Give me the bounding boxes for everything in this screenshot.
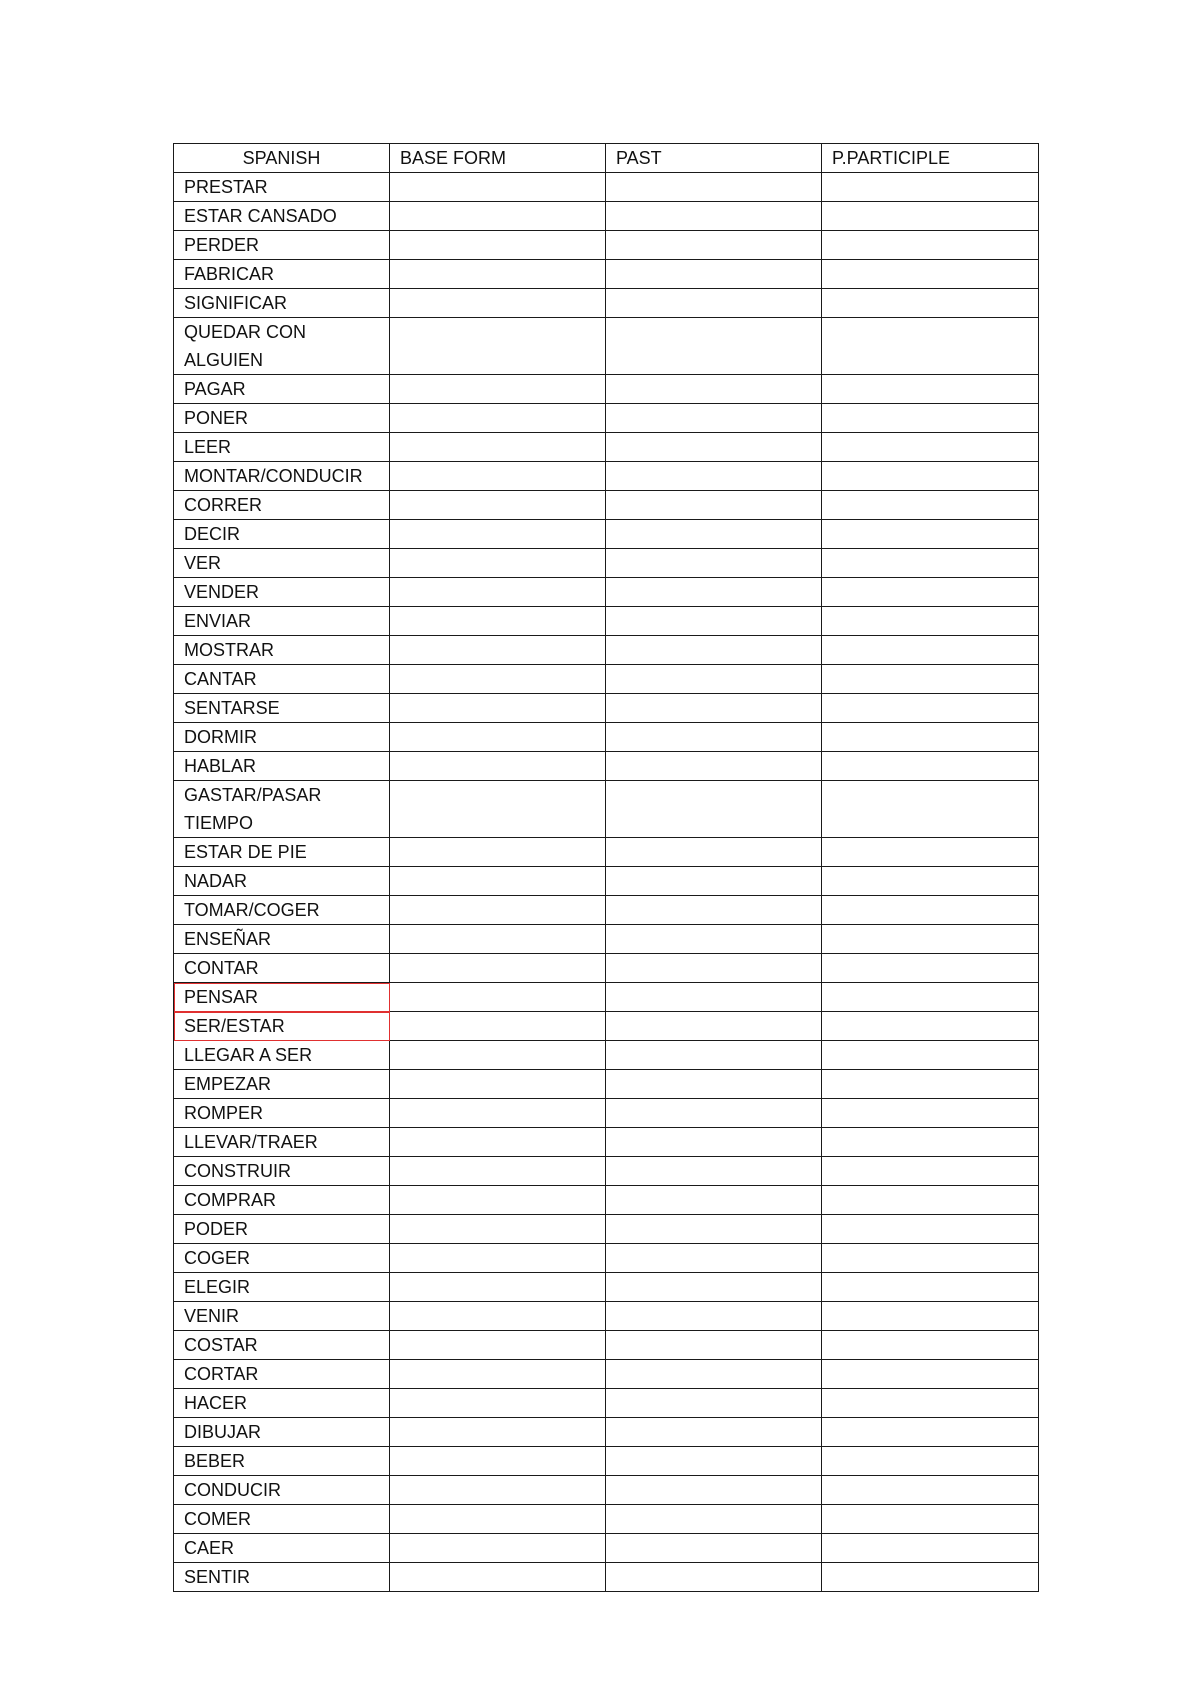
- past-participle-cell[interactable]: [822, 636, 1039, 665]
- spanish-verb-cell: PENSAR: [174, 983, 390, 1012]
- past-participle-cell[interactable]: [822, 1186, 1039, 1215]
- past-participle-cell[interactable]: [822, 318, 1039, 375]
- table-row: [174, 1244, 1039, 1273]
- table-row: [174, 1505, 1039, 1534]
- base-form-cell[interactable]: [390, 896, 606, 925]
- header-spanish: SPANISH: [174, 144, 390, 173]
- base-form-cell[interactable]: [390, 1534, 606, 1563]
- past-participle-cell[interactable]: [822, 404, 1039, 433]
- spanish-verb-cell: LLEVAR/TRAER: [174, 1128, 390, 1157]
- table-row: [174, 925, 1039, 954]
- base-form-cell[interactable]: [390, 665, 606, 694]
- table-row: [174, 1302, 1039, 1331]
- spanish-verb-cell: PAGAR: [174, 375, 390, 404]
- spanish-verb-cell: TOMAR/COGER: [174, 896, 390, 925]
- table-row: [174, 1360, 1039, 1389]
- past-participle-cell[interactable]: [822, 1360, 1039, 1389]
- spanish-verb-cell: DIBUJAR: [174, 1418, 390, 1447]
- base-form-cell[interactable]: [390, 1041, 606, 1070]
- past-participle-cell[interactable]: [822, 723, 1039, 752]
- past-participle-cell[interactable]: [822, 375, 1039, 404]
- past-cell[interactable]: [606, 1360, 822, 1389]
- table-row: [174, 1215, 1039, 1244]
- base-form-cell[interactable]: [390, 578, 606, 607]
- past-participle-cell[interactable]: [822, 1070, 1039, 1099]
- past-cell[interactable]: [606, 925, 822, 954]
- table-row: [174, 520, 1039, 549]
- past-participle-cell[interactable]: [822, 433, 1039, 462]
- past-cell[interactable]: [606, 665, 822, 694]
- spanish-verb-cell: CORTAR: [174, 1360, 390, 1389]
- spanish-verb-cell: ELEGIR: [174, 1273, 390, 1302]
- base-form-cell[interactable]: [390, 1128, 606, 1157]
- spanish-verb-cell: VER: [174, 549, 390, 578]
- table-row: [174, 549, 1039, 578]
- past-cell[interactable]: [606, 1563, 822, 1592]
- past-participle-cell[interactable]: [822, 1302, 1039, 1331]
- past-cell[interactable]: [606, 404, 822, 433]
- base-form-cell[interactable]: [390, 231, 606, 260]
- verb-table: [173, 143, 1039, 1592]
- base-form-cell[interactable]: [390, 723, 606, 752]
- spanish-verb-cell: MOSTRAR: [174, 636, 390, 665]
- base-form-cell[interactable]: [390, 1099, 606, 1128]
- table-row: [174, 1563, 1039, 1592]
- past-cell[interactable]: [606, 1070, 822, 1099]
- table-row: [174, 1157, 1039, 1186]
- past-participle-cell[interactable]: [822, 1244, 1039, 1273]
- past-participle-cell[interactable]: [822, 1041, 1039, 1070]
- table-row: [174, 1389, 1039, 1418]
- past-participle-cell[interactable]: [822, 838, 1039, 867]
- spanish-verb-cell: NADAR: [174, 867, 390, 896]
- base-form-cell[interactable]: [390, 1563, 606, 1592]
- base-form-cell[interactable]: [390, 202, 606, 231]
- base-form-cell[interactable]: [390, 1331, 606, 1360]
- spanish-verb-cell: COMER: [174, 1505, 390, 1534]
- past-participle-cell[interactable]: [822, 1563, 1039, 1592]
- past-cell[interactable]: [606, 607, 822, 636]
- table-row: [174, 318, 1039, 375]
- table-row: [174, 1418, 1039, 1447]
- table-row: [174, 1070, 1039, 1099]
- base-form-cell[interactable]: [390, 838, 606, 867]
- table-row: [174, 231, 1039, 260]
- base-form-cell[interactable]: [390, 289, 606, 318]
- table-row: [174, 173, 1039, 202]
- table-row: [174, 867, 1039, 896]
- past-cell[interactable]: [606, 838, 822, 867]
- table-row: [174, 1012, 1039, 1041]
- base-form-cell[interactable]: [390, 260, 606, 289]
- table-row: [174, 954, 1039, 983]
- past-participle-cell[interactable]: [822, 925, 1039, 954]
- past-participle-cell[interactable]: [822, 1476, 1039, 1505]
- base-form-cell[interactable]: [390, 607, 606, 636]
- past-cell[interactable]: [606, 1157, 822, 1186]
- table-row: [174, 723, 1039, 752]
- table-row: [174, 752, 1039, 781]
- past-cell[interactable]: [606, 491, 822, 520]
- past-cell[interactable]: [606, 1418, 822, 1447]
- table-row: [174, 1041, 1039, 1070]
- past-cell[interactable]: [606, 983, 822, 1012]
- table-row: [174, 491, 1039, 520]
- past-participle-cell[interactable]: [822, 896, 1039, 925]
- spanish-verb-cell: HABLAR: [174, 752, 390, 781]
- base-form-cell[interactable]: [390, 983, 606, 1012]
- spanish-verb-cell: COMPRAR: [174, 1186, 390, 1215]
- table-row: [174, 578, 1039, 607]
- spanish-verb-cell: CAER: [174, 1534, 390, 1563]
- spanish-verb-cell: GASTAR/PASAR TIEMPO: [174, 781, 390, 838]
- spanish-verb-cell: DECIR: [174, 520, 390, 549]
- past-cell[interactable]: [606, 636, 822, 665]
- table-row: [174, 375, 1039, 404]
- table-row: [174, 781, 1039, 838]
- spanish-verb-cell: COSTAR: [174, 1331, 390, 1360]
- past-participle-cell[interactable]: [822, 665, 1039, 694]
- past-cell[interactable]: [606, 954, 822, 983]
- past-cell[interactable]: [606, 433, 822, 462]
- past-cell[interactable]: [606, 202, 822, 231]
- spanish-verb-cell: ROMPER: [174, 1099, 390, 1128]
- spanish-verb-cell: ENVIAR: [174, 607, 390, 636]
- past-participle-cell[interactable]: [822, 1273, 1039, 1302]
- table-row: [174, 433, 1039, 462]
- past-cell[interactable]: [606, 1273, 822, 1302]
- base-form-cell[interactable]: [390, 925, 606, 954]
- base-form-cell[interactable]: [390, 1360, 606, 1389]
- table-row: [174, 462, 1039, 491]
- past-participle-cell[interactable]: [822, 491, 1039, 520]
- past-cell[interactable]: [606, 1505, 822, 1534]
- past-cell[interactable]: [606, 578, 822, 607]
- base-form-cell[interactable]: [390, 694, 606, 723]
- past-participle-cell[interactable]: [822, 1012, 1039, 1041]
- table-row: [174, 1128, 1039, 1157]
- table-row: [174, 983, 1039, 1012]
- spanish-verb-cell: EMPEZAR: [174, 1070, 390, 1099]
- spanish-verb-cell: HACER: [174, 1389, 390, 1418]
- spanish-verb-cell: SENTIR: [174, 1563, 390, 1592]
- spanish-verb-cell: PRESTAR: [174, 173, 390, 202]
- past-cell[interactable]: [606, 1041, 822, 1070]
- past-participle-cell[interactable]: [822, 1447, 1039, 1476]
- spanish-verb-cell: CONDUCIR: [174, 1476, 390, 1505]
- spanish-verb-cell: PONER: [174, 404, 390, 433]
- spanish-verb-cell: SER/ESTAR: [174, 1012, 390, 1041]
- table-row: [174, 694, 1039, 723]
- table-row: [174, 1534, 1039, 1563]
- base-form-cell[interactable]: [390, 1157, 606, 1186]
- past-cell[interactable]: [606, 520, 822, 549]
- past-cell[interactable]: [606, 752, 822, 781]
- base-form-cell[interactable]: [390, 1505, 606, 1534]
- spanish-verb-cell: LLEGAR A SER: [174, 1041, 390, 1070]
- past-cell[interactable]: [606, 1186, 822, 1215]
- base-form-cell[interactable]: [390, 173, 606, 202]
- past-participle-cell[interactable]: [822, 1418, 1039, 1447]
- table-row: [174, 896, 1039, 925]
- past-participle-cell[interactable]: [822, 1215, 1039, 1244]
- spanish-verb-cell: VENDER: [174, 578, 390, 607]
- table-row: [174, 202, 1039, 231]
- past-cell[interactable]: [606, 694, 822, 723]
- past-cell[interactable]: [606, 781, 822, 838]
- base-form-cell[interactable]: [390, 375, 606, 404]
- past-participle-cell[interactable]: [822, 867, 1039, 896]
- spanish-verb-cell: COGER: [174, 1244, 390, 1273]
- spanish-verb-cell: CANTAR: [174, 665, 390, 694]
- table-row: [174, 260, 1039, 289]
- spanish-verb-cell: CONSTRUIR: [174, 1157, 390, 1186]
- table-row: [174, 665, 1039, 694]
- spanish-verb-cell: FABRICAR: [174, 260, 390, 289]
- table-row: [174, 1447, 1039, 1476]
- table-row: [174, 636, 1039, 665]
- table-row: [174, 404, 1039, 433]
- past-cell[interactable]: [606, 1244, 822, 1273]
- header-past-participle: P.PARTICIPLE: [822, 144, 1039, 173]
- base-form-cell[interactable]: [390, 781, 606, 838]
- past-participle-cell[interactable]: [822, 954, 1039, 983]
- past-participle-cell[interactable]: [822, 578, 1039, 607]
- past-participle-cell[interactable]: [822, 1389, 1039, 1418]
- base-form-cell[interactable]: [390, 1447, 606, 1476]
- past-cell[interactable]: [606, 289, 822, 318]
- past-cell[interactable]: [606, 1476, 822, 1505]
- past-participle-cell[interactable]: [822, 462, 1039, 491]
- past-cell[interactable]: [606, 260, 822, 289]
- base-form-cell[interactable]: [390, 1418, 606, 1447]
- base-form-cell[interactable]: [390, 636, 606, 665]
- past-cell[interactable]: [606, 723, 822, 752]
- past-cell[interactable]: [606, 1331, 822, 1360]
- past-cell[interactable]: [606, 173, 822, 202]
- past-cell[interactable]: [606, 896, 822, 925]
- table-row: [174, 1331, 1039, 1360]
- spanish-verb-cell: BEBER: [174, 1447, 390, 1476]
- past-cell[interactable]: [606, 1389, 822, 1418]
- base-form-cell[interactable]: [390, 1186, 606, 1215]
- base-form-cell[interactable]: [390, 1244, 606, 1273]
- past-cell[interactable]: [606, 549, 822, 578]
- past-participle-cell[interactable]: [822, 607, 1039, 636]
- past-participle-cell[interactable]: [822, 173, 1039, 202]
- base-form-cell[interactable]: [390, 1389, 606, 1418]
- base-form-cell[interactable]: [390, 318, 606, 375]
- base-form-cell[interactable]: [390, 1273, 606, 1302]
- spanish-verb-cell: PODER: [174, 1215, 390, 1244]
- base-form-cell[interactable]: [390, 1215, 606, 1244]
- table-row: [174, 607, 1039, 636]
- table-body: [174, 173, 1039, 1592]
- past-cell[interactable]: [606, 1534, 822, 1563]
- past-cell[interactable]: [606, 1447, 822, 1476]
- past-participle-cell[interactable]: [822, 1505, 1039, 1534]
- past-cell[interactable]: [606, 1215, 822, 1244]
- past-participle-cell[interactable]: [822, 1331, 1039, 1360]
- header-past: PAST: [606, 144, 822, 173]
- past-participle-cell[interactable]: [822, 231, 1039, 260]
- past-cell[interactable]: [606, 318, 822, 375]
- spanish-verb-cell: CORRER: [174, 491, 390, 520]
- header-base-form: BASE FORM: [390, 144, 606, 173]
- past-cell[interactable]: [606, 1099, 822, 1128]
- header-row: [174, 144, 1039, 173]
- past-cell[interactable]: [606, 1302, 822, 1331]
- table-row: [174, 838, 1039, 867]
- base-form-cell[interactable]: [390, 1012, 606, 1041]
- spanish-verb-cell: PERDER: [174, 231, 390, 260]
- base-form-cell[interactable]: [390, 954, 606, 983]
- table-row: [174, 1273, 1039, 1302]
- base-form-cell[interactable]: [390, 549, 606, 578]
- past-participle-cell[interactable]: [822, 520, 1039, 549]
- past-participle-cell[interactable]: [822, 549, 1039, 578]
- base-form-cell[interactable]: [390, 491, 606, 520]
- spanish-verb-cell: LEER: [174, 433, 390, 462]
- spanish-verb-cell: DORMIR: [174, 723, 390, 752]
- base-form-cell[interactable]: [390, 433, 606, 462]
- past-cell[interactable]: [606, 231, 822, 260]
- spanish-verb-cell: CONTAR: [174, 954, 390, 983]
- table-row: [174, 289, 1039, 318]
- base-form-cell[interactable]: [390, 1070, 606, 1099]
- past-participle-cell[interactable]: [822, 1157, 1039, 1186]
- base-form-cell[interactable]: [390, 1302, 606, 1331]
- past-participle-cell[interactable]: [822, 781, 1039, 838]
- spanish-verb-cell: VENIR: [174, 1302, 390, 1331]
- past-participle-cell[interactable]: [822, 983, 1039, 1012]
- base-form-cell[interactable]: [390, 752, 606, 781]
- past-cell[interactable]: [606, 1012, 822, 1041]
- spanish-verb-cell: QUEDAR CON ALGUIEN: [174, 318, 390, 375]
- past-cell[interactable]: [606, 375, 822, 404]
- past-participle-cell[interactable]: [822, 260, 1039, 289]
- past-participle-cell[interactable]: [822, 1534, 1039, 1563]
- spanish-verb-cell: MONTAR/CONDUCIR: [174, 462, 390, 491]
- past-participle-cell[interactable]: [822, 1099, 1039, 1128]
- spanish-verb-cell: ESTAR CANSADO: [174, 202, 390, 231]
- past-cell[interactable]: [606, 1128, 822, 1157]
- table-row: [174, 1099, 1039, 1128]
- past-participle-cell[interactable]: [822, 202, 1039, 231]
- base-form-cell[interactable]: [390, 520, 606, 549]
- past-participle-cell[interactable]: [822, 289, 1039, 318]
- spanish-verb-cell: ESTAR DE PIE: [174, 838, 390, 867]
- spanish-verb-cell: ENSEÑAR: [174, 925, 390, 954]
- base-form-cell[interactable]: [390, 404, 606, 433]
- past-cell[interactable]: [606, 867, 822, 896]
- spanish-verb-cell: SIGNIFICAR: [174, 289, 390, 318]
- past-cell[interactable]: [606, 462, 822, 491]
- spanish-verb-cell: SENTARSE: [174, 694, 390, 723]
- base-form-cell[interactable]: [390, 867, 606, 896]
- base-form-cell[interactable]: [390, 1476, 606, 1505]
- past-participle-cell[interactable]: [822, 752, 1039, 781]
- past-participle-cell[interactable]: [822, 694, 1039, 723]
- table-row: [174, 1186, 1039, 1215]
- past-participle-cell[interactable]: [822, 1128, 1039, 1157]
- table-row: [174, 1476, 1039, 1505]
- base-form-cell[interactable]: [390, 462, 606, 491]
